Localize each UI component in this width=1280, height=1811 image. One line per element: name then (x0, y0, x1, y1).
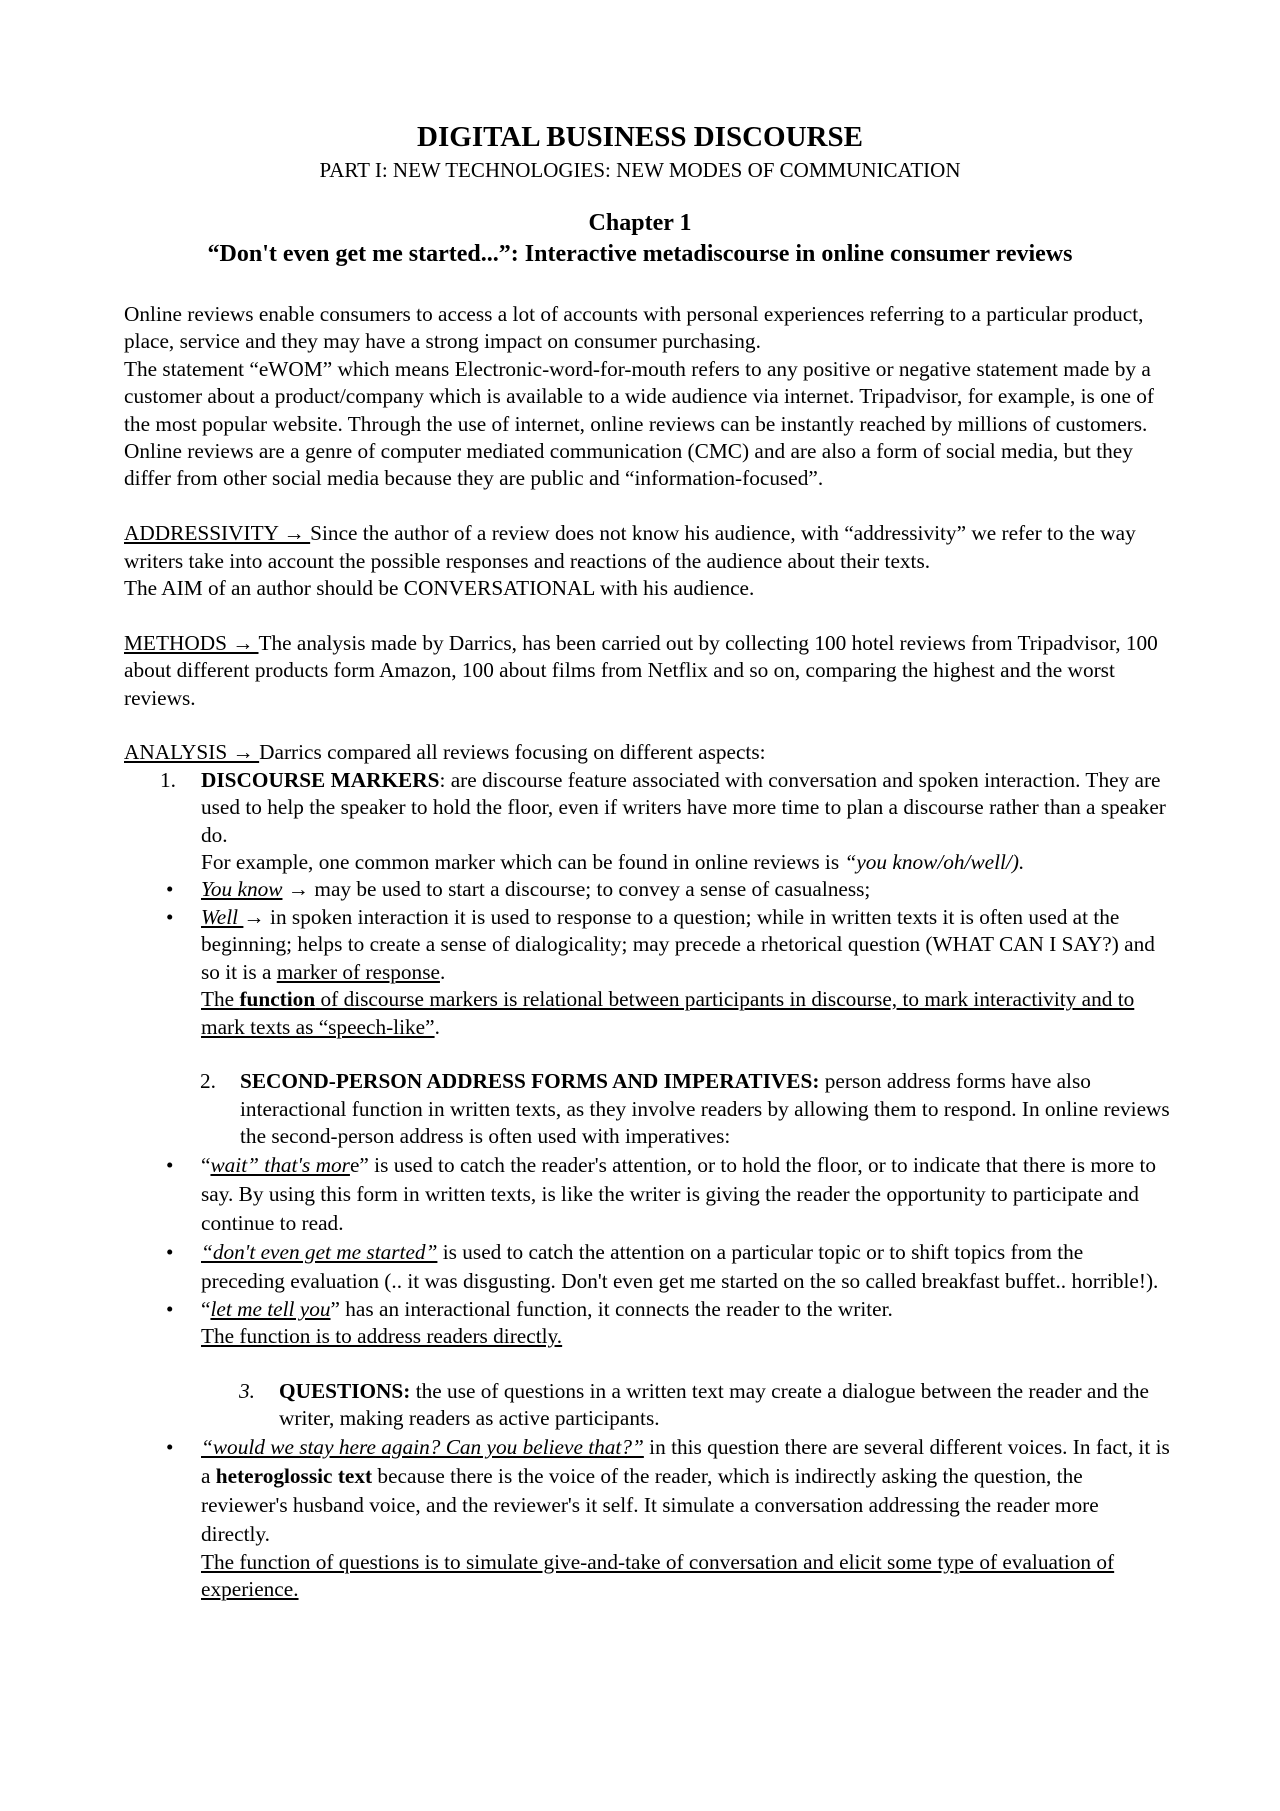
discourse-markers-text: : are discourse feature associated with conversation and spoken interaction. They are used to help the speaker to hold the floor, even if writers have more time to plan a discourse rather than a speaker do. (201, 767, 1166, 847)
bullet-would-we-stay: • “would we stay here again? Can you believe that?” in this question there are several different voices. In fact, it is a heteroglossic text because there is the voice of the reader, which is indirectly asking the question, the reviewer's husband voice, and the reviewer's it self. It simulate a conversation addressing the reader more directly. (166, 1434, 1170, 1546)
questions-text: the use of questions in a written text may create a dialogue between the reader and the writer, making readers as active participants. (279, 1378, 1149, 1431)
dont-even-term: “don't even get me started” (201, 1239, 438, 1264)
bullet-you-know (124, 876, 1170, 903)
addressivity-paragraph (124, 520, 1170, 575)
document-body (124, 301, 1170, 1603)
bullet-symbol: • (166, 904, 174, 929)
second-person-text: person address forms have also interactional function in written texts, as they involve readers by allowing them to respond. In online reviews the second-person address is often used with imperatives: (240, 1069, 1170, 1149)
analysis-text: Darrics compared all reviews focusing on different aspects: (259, 740, 766, 765)
intro-paragraph-1: Online reviews enable consumers to access a lot of accounts with personal experiences referring to a particular product, place, service and they may have a strong impact on consumer purchasing. (124, 302, 1144, 354)
well-text: → in spoken interaction it is used to response to a question; while in written texts it is often used at the beginning; helps to create a sense of dialogicality; may precede a rhetorical question (WHAT CAN I SAY?) and so it is a (201, 904, 1155, 984)
bullet-wait: • “wait” that's more” is used to catch the reader's attention, or to hold the floor, or to indicate that there is more to say. By using this form in written texts, is like the writer is giving the reader the opportunity to participate and continue to read. (166, 1152, 1157, 1235)
discourse-markers-function: The function of discourse markers is relational between participants in discourse, to mark interactivity and to mark texts as “speech-like”. (201, 987, 1135, 1039)
second-person-term: SECOND-PERSON ADDRESS FORMS AND IMPERATIVES: (240, 1069, 820, 1094)
let-me-tell-you-term: let me tell you (210, 1296, 331, 1321)
chapter-title: “Don't even get me started...”: Interactive metadiscourse in online consumer reviews (207, 241, 1073, 267)
list-number: 3. (239, 1378, 255, 1403)
chapter-label: Chapter 1 (588, 210, 692, 236)
marker-of-response: marker of response (276, 959, 440, 984)
questions-function: The function of questions is to simulate give-and-take of conversation and elicit some type of evaluation of experience. (201, 1549, 1115, 1601)
document-title: DIGITAL BUSINESS DISCOURSE (417, 121, 863, 153)
methods-paragraph (124, 630, 1170, 712)
bullet-symbol: • (166, 1296, 174, 1321)
bullet-symbol: • (166, 1239, 174, 1264)
heteroglossic-text: heteroglossic text (215, 1463, 373, 1488)
addressivity-text: Since the author of a review does not know his audience, with “addressivity” we refer to the way writers take into account the possible responses and reactions of the audience about their texts. (124, 521, 1136, 573)
dont-even-text: is used to catch the attention on a particular topic or to shift topics from the preceding evaluation (.. it was disgusting. Don't even get me started on the so called breakfast buffet.. horrible!). (201, 1239, 1159, 1293)
second-person-function: The function is to address readers directly. (201, 1323, 563, 1348)
document-subtitle: PART I: NEW TECHNOLOGIES: NEW MODES OF COMMUNICATION (319, 158, 961, 182)
discourse-markers-term: DISCOURSE MARKERS (201, 767, 440, 792)
you-know-term: You know (201, 877, 283, 902)
analysis-paragraph (124, 739, 1170, 766)
well-term: Well (201, 904, 244, 929)
intro-paragraph-2: The statement “eWOM” which means Electronic-word-for-mouth refers to any positive or negative statement made by a customer about a product/company which is available to a wide audience via internet. Tripadvisor, for example, is one of the most popular website. Through the use of internet, online reviews can be instantly reached by millions of customers. (124, 356, 1154, 436)
methods-heading: METHODS → (124, 630, 259, 655)
analysis-heading: ANALYSIS → (124, 740, 260, 765)
example-quote: “you know/oh/well/). (844, 850, 1025, 875)
intro-paragraph-3: Online reviews are a genre of computer mediated communication (CMC) and are also a form of social media, but they differ from other social media because they are public and “information-focused”. (124, 439, 1133, 491)
list-item-discourse-markers (124, 767, 1170, 849)
list-number: 1. (160, 767, 176, 792)
bullet-symbol: • (166, 1434, 174, 1459)
list-number: 2. (200, 1069, 216, 1094)
wait-text: is used to catch the reader's attention, or to hold the floor, or to indicate that there is more to say. By using this form in written texts, is like the writer is giving the reader the opportunity to participate and continue to read. (201, 1152, 1157, 1235)
let-me-tell-you-text: ” has an interactional function, it connects the reader to the writer. (330, 1296, 893, 1321)
bullet-symbol: • (166, 877, 174, 902)
you-know-text: → may be used to start a discourse; to convey a sense of casualness; (282, 877, 871, 902)
list-item-questions (124, 1378, 1170, 1433)
methods-text: The analysis made by Darrics, has been carried out by collecting 100 hotel reviews from Tripadvisor, 100 about different products form Amazon, 100 about films from Netflix and so on, comparing the highest and the worst reviews. (124, 630, 1158, 710)
addressivity-heading: ADDRESSIVITY → (124, 521, 311, 546)
bullet-symbol: • (166, 1152, 174, 1177)
bullet-dont-even (124, 1238, 1170, 1296)
bullet-let-me-tell-you: • “let me tell you” has an interactional function, it connects the reader to the writer. (124, 1296, 1170, 1323)
discourse-markers-example: For example, one common marker which can be found in online reviews is “you know/oh/well/). (201, 850, 1025, 875)
would-we-stay-term: “would we stay here again? Can you believe that?” (201, 1434, 644, 1459)
bullet-well: • Well → in spoken interaction it is used to response to a question; while in written texts it is often used at the beginning; helps to create a sense of dialogicality; may precede a rhetorical question (WHAT CAN I SAY?) and so it is a marker of response. (166, 904, 1155, 984)
addressivity-aim: The AIM of an author should be CONVERSATIONAL with his audience. (124, 576, 755, 601)
questions-term: QUESTIONS: (279, 1378, 411, 1403)
list-item-second-person (124, 1068, 1170, 1150)
wait-term: wait” that's mor (210, 1152, 350, 1177)
